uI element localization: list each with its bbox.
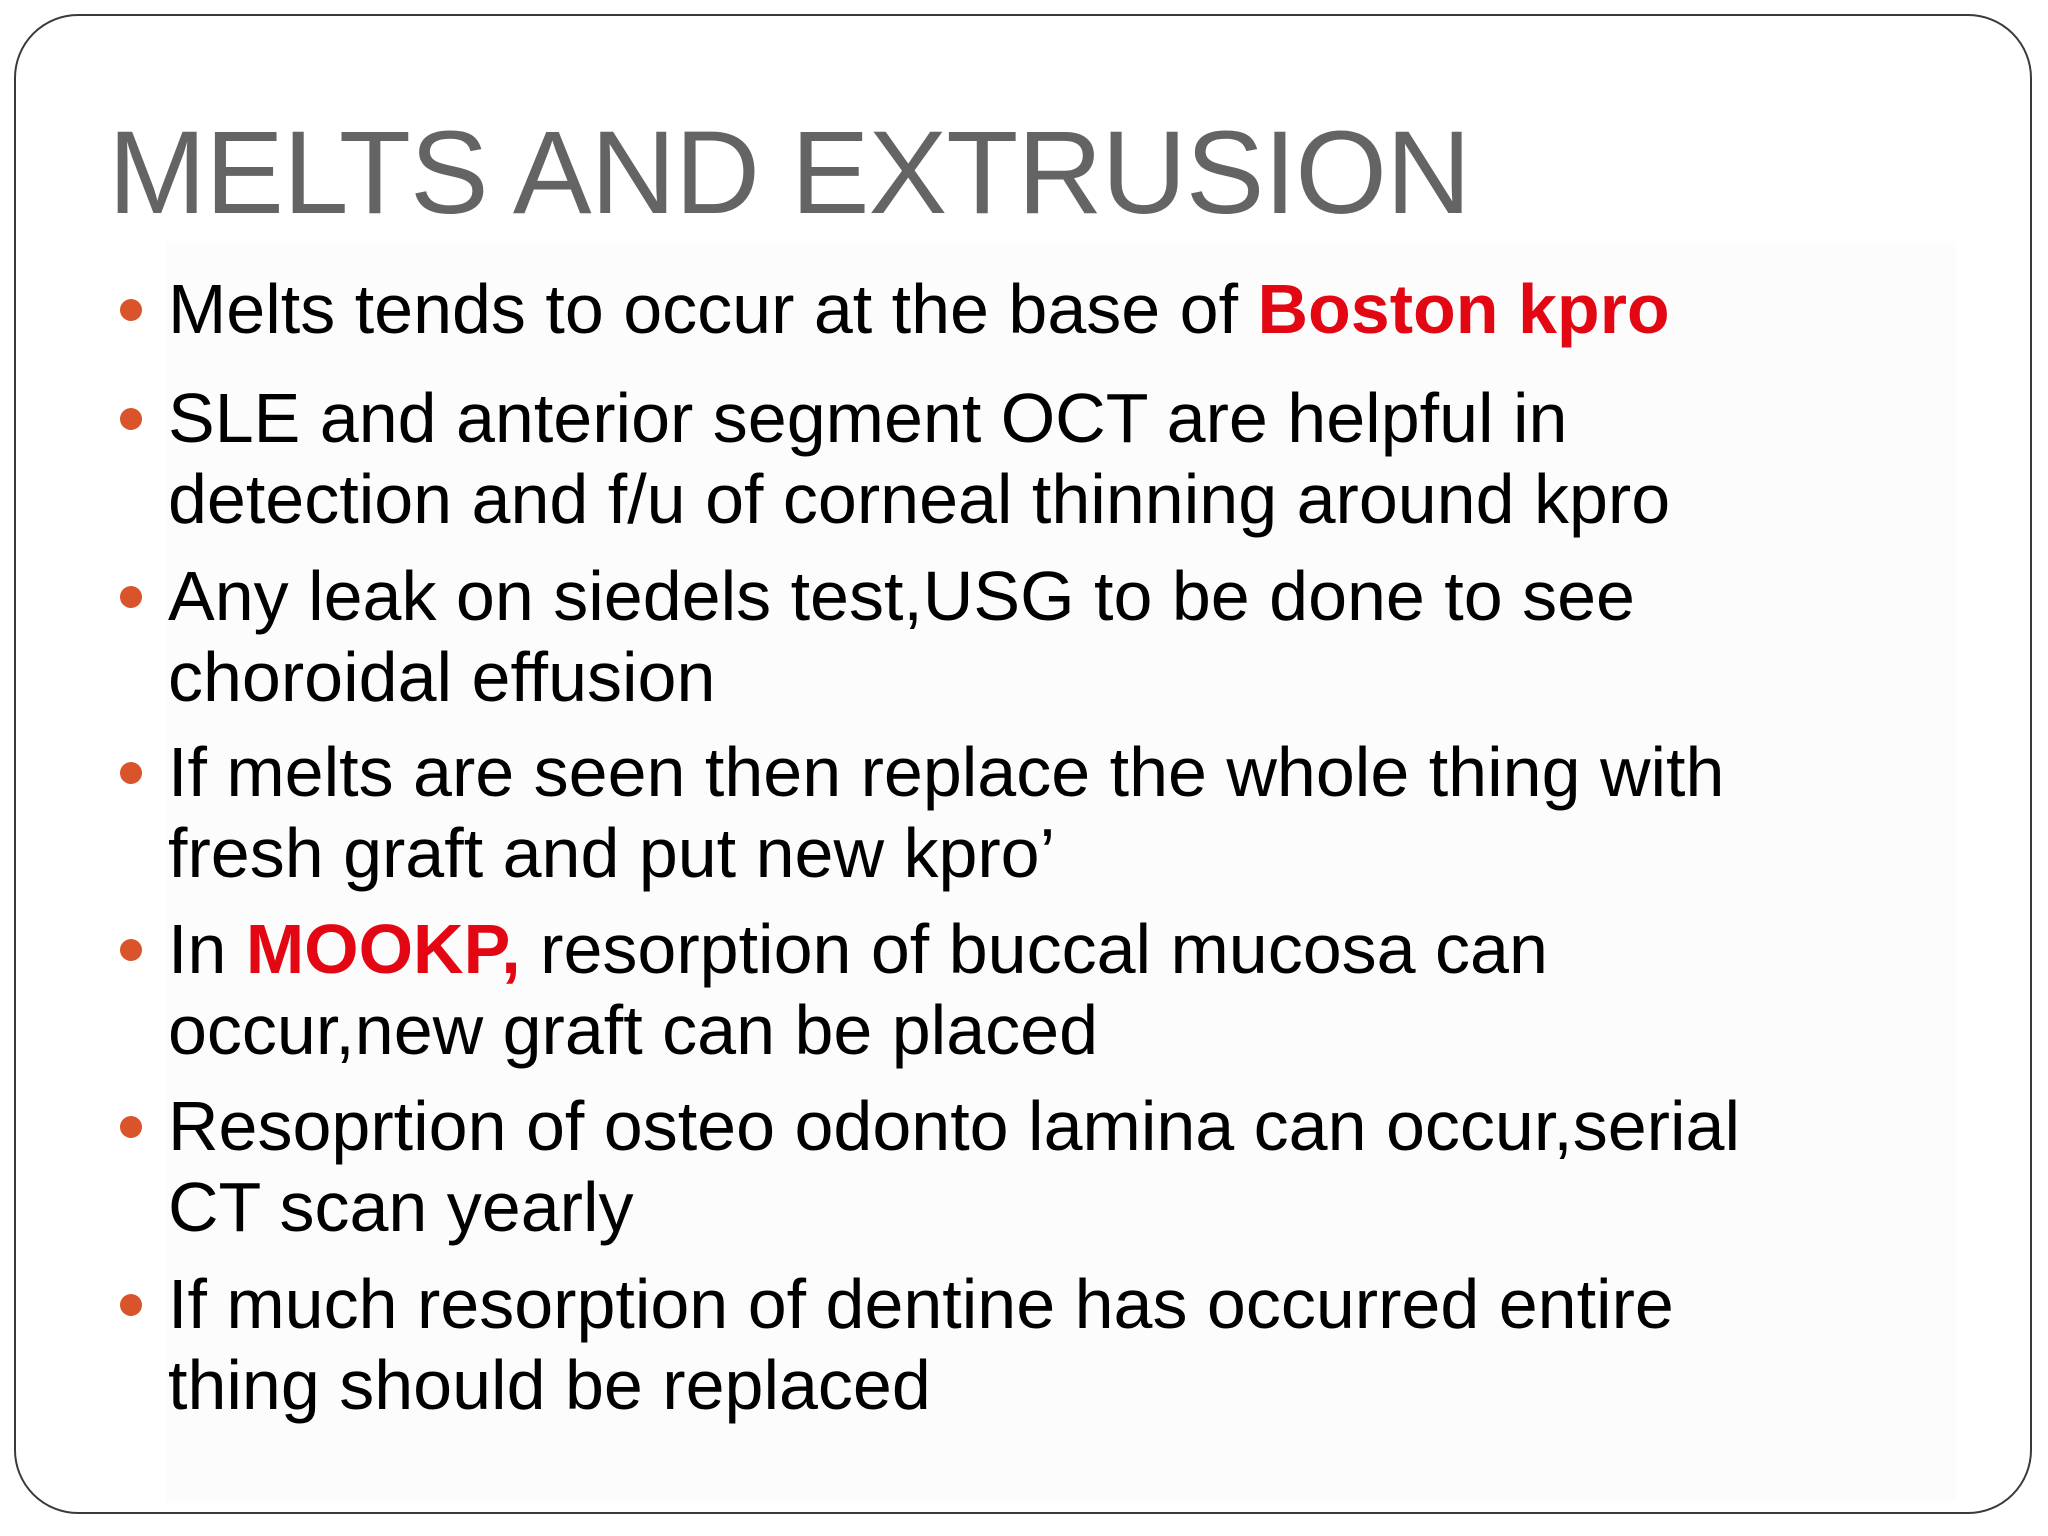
bullet-dot-icon: [120, 586, 142, 608]
bullet-item: [168, 269, 1968, 350]
bullet-line: SLE and anterior segment OCT are helpful in: [168, 379, 1568, 457]
bullet-dot-icon: [120, 299, 142, 321]
bullet-line: choroidal effusion: [168, 638, 716, 716]
bullet-line: fresh graft and put new kpro’: [168, 814, 1056, 892]
highlight-text: Boston kpro: [1257, 270, 1670, 348]
slide-frame: [14, 14, 2032, 1514]
bullet-item: [168, 909, 1968, 1071]
bullet-dot-icon: [120, 408, 142, 430]
bullet-item: [168, 1086, 1968, 1248]
bullet-line: If melts are seen then replace the whole thing with: [168, 733, 1725, 811]
bullet-item: [168, 732, 1968, 894]
bullet-line: Any leak on siedels test,USG to be done to see: [168, 557, 1635, 635]
bullet-item: [168, 378, 1968, 540]
bullet-line: In MOOKP, resorption of buccal mucosa can: [168, 910, 1548, 988]
bullet-dot-icon: [120, 762, 142, 784]
bullet-line: If much resorption of dentine has occurred entire: [168, 1265, 1674, 1343]
bullet-line: CT scan yearly: [168, 1168, 634, 1246]
bullet-line: detection and f/u of corneal thinning around kpro: [168, 460, 1671, 538]
bullet-line: occur,new graft can be placed: [168, 991, 1099, 1069]
bullet-line: Melts tends to occur at the base of Boston kpro: [168, 270, 1670, 348]
bullet-line: Resoprtion of osteo odonto lamina can occur,serial: [168, 1087, 1741, 1165]
bullet-dot-icon: [120, 1294, 142, 1316]
bullet-line: thing should be replaced: [168, 1346, 931, 1424]
bullet-dot-icon: [120, 1116, 142, 1138]
highlight-text: MOOKP,: [245, 910, 521, 988]
bullet-dot-icon: [120, 939, 142, 961]
bullet-item: [168, 1264, 1968, 1426]
bullet-item: [168, 556, 1968, 718]
slide-title: MELTS AND EXTRUSION: [108, 107, 1471, 239]
